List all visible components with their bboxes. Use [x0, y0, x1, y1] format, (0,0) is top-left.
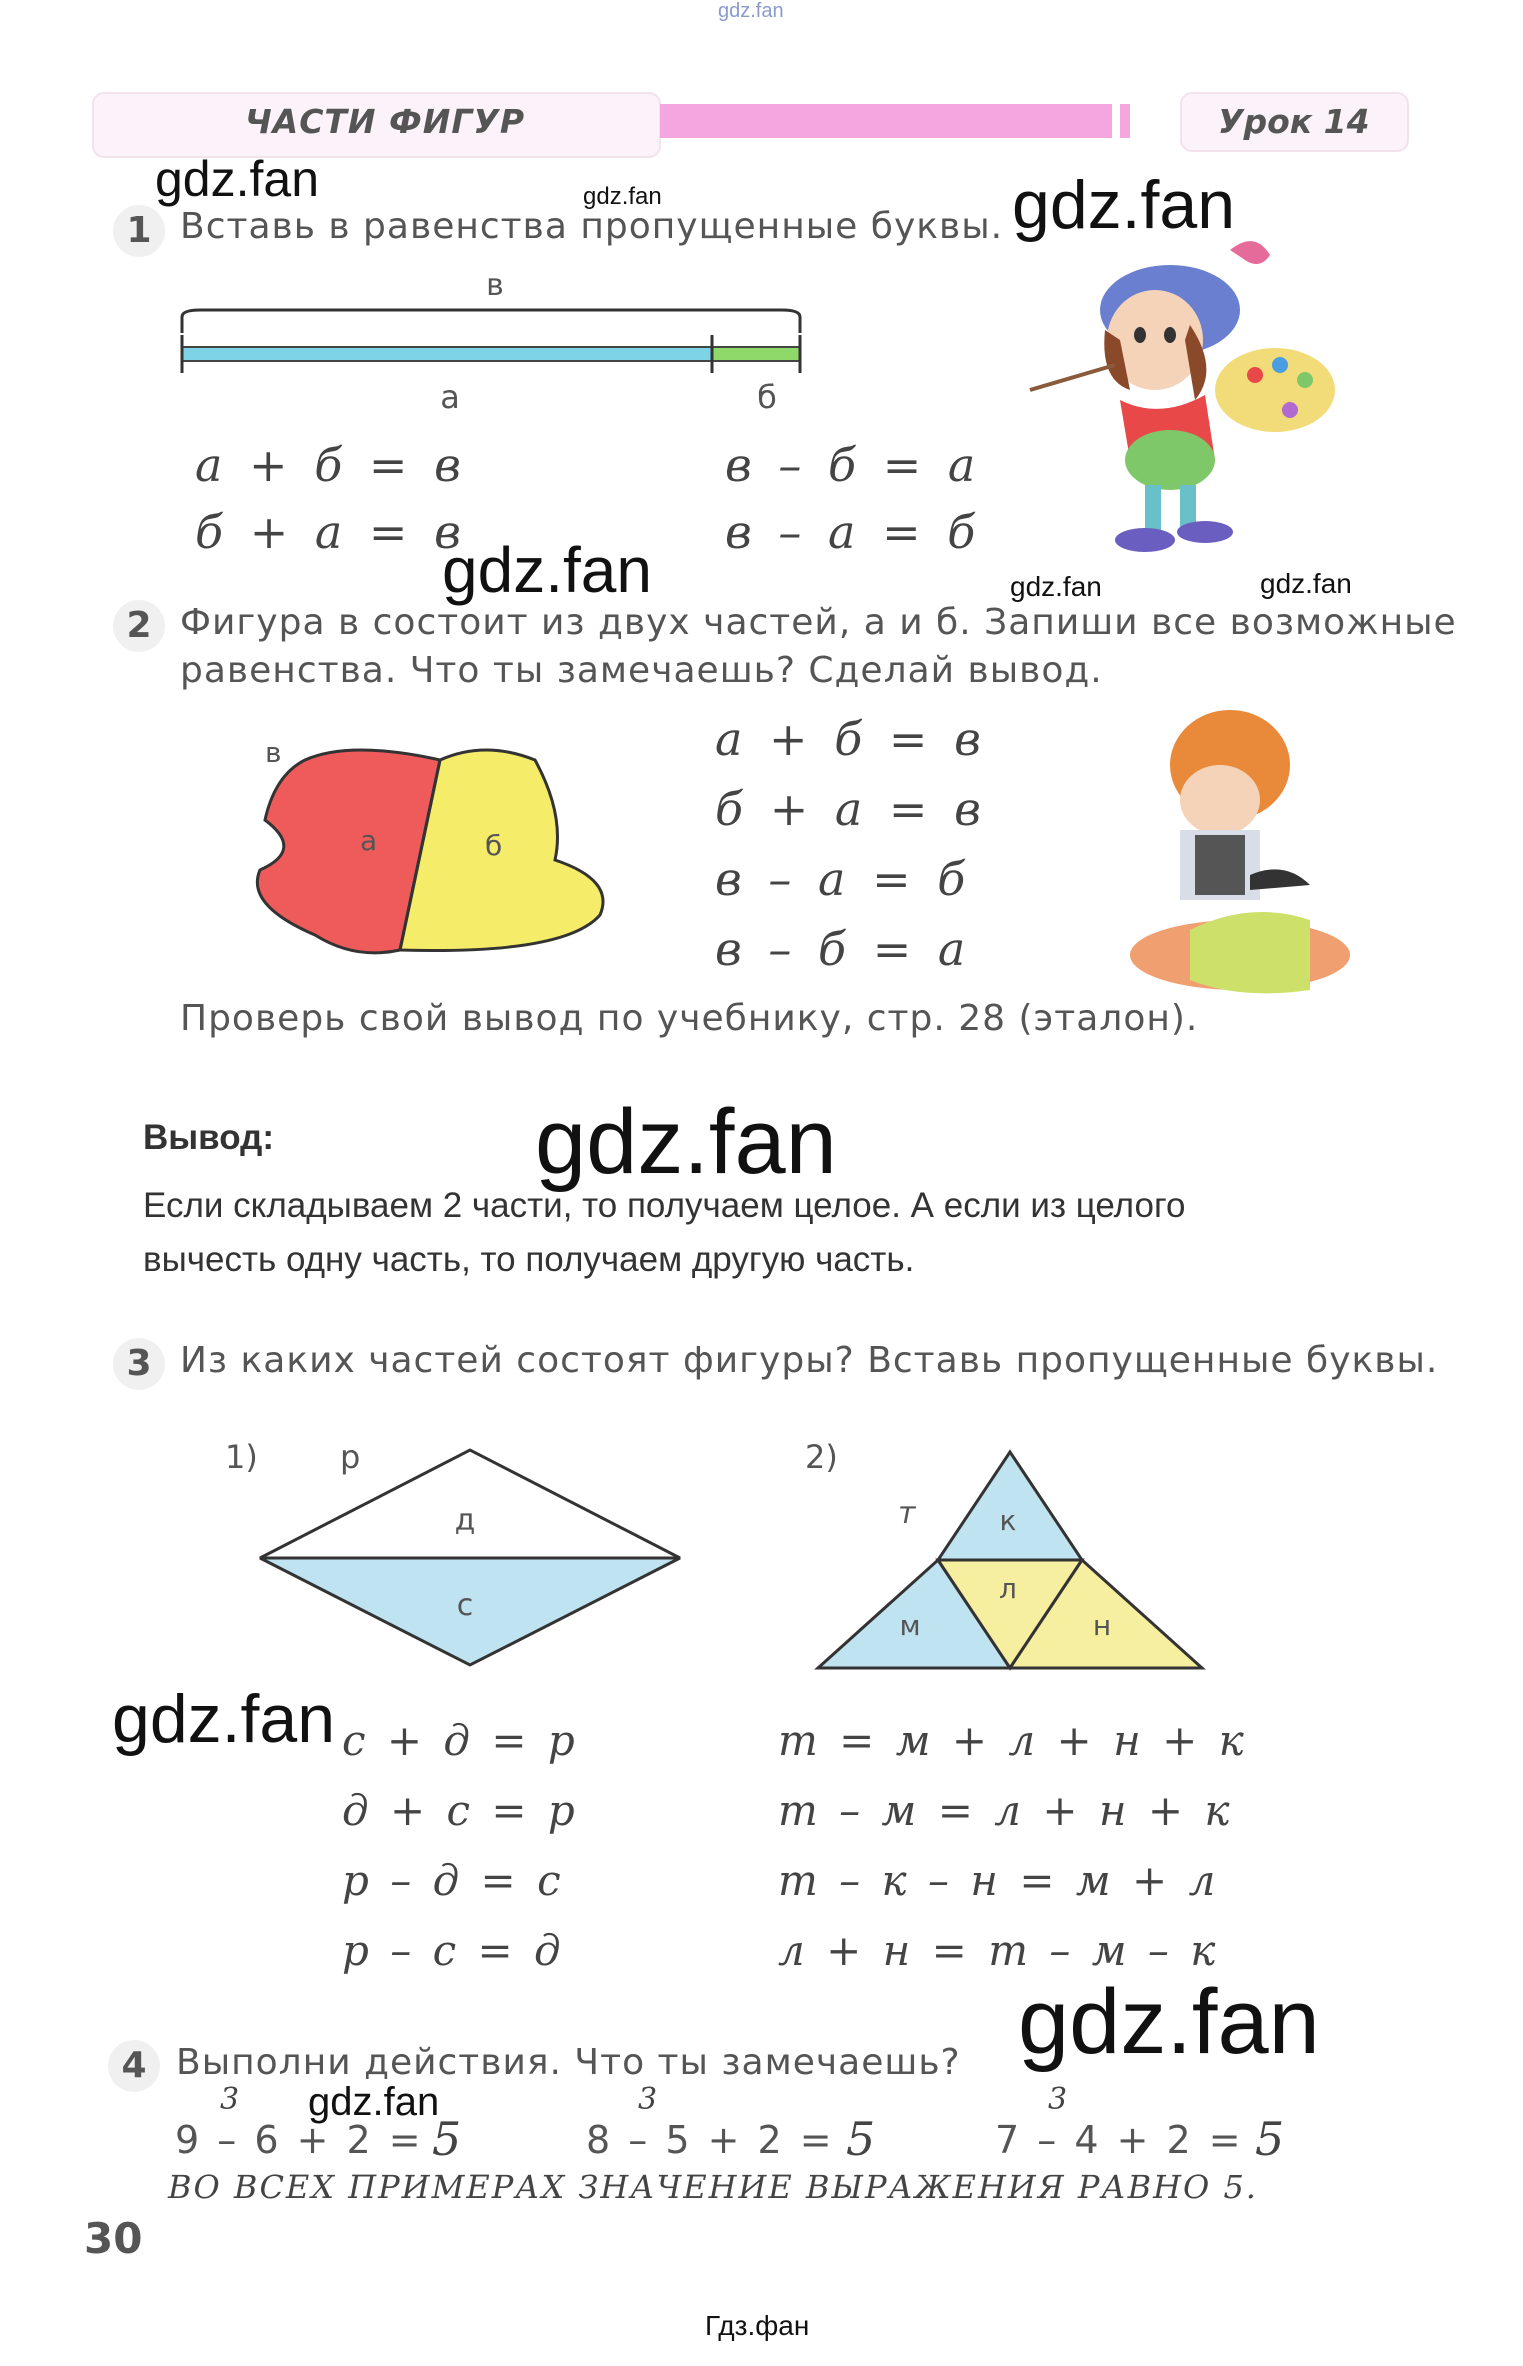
blob-label-whole: в — [265, 736, 282, 769]
task3-right-eq-3: т – к – н = м + л — [778, 1856, 1220, 1905]
task-number-3: 3 — [113, 1338, 165, 1390]
watermark: gdz.fan — [308, 2080, 440, 2124]
watermark-footer: Гдз.фан — [705, 2310, 810, 2341]
blob-label-b: б — [485, 829, 503, 862]
task3-text: Из каких частей состоят фигуры? Вставь пропущенные буквы. — [180, 1340, 1439, 1381]
task-number-1: 1 — [113, 205, 165, 257]
task4-inter-3: 3 — [1048, 2082, 1068, 2117]
watermark: gdz.fan — [155, 151, 320, 207]
task2-eq-4: в – б = а — [715, 922, 972, 976]
task2-check: Проверь свой вывод по учебнику, стр. 28 (эталон). — [180, 998, 1199, 1039]
task4-inter-2: 3 — [638, 2082, 658, 2117]
task2-eq-1: а + б = в — [715, 712, 987, 766]
watermark: gdz.fan — [583, 183, 662, 210]
task4-expr-3: 7 – 4 + 2 = — [995, 2118, 1244, 2162]
fig2-label-middle: л — [999, 1572, 1017, 1605]
task4-expr-2: 8 – 5 + 2 = — [586, 2118, 835, 2162]
task1-eq-3: в – б = а — [725, 438, 982, 492]
fig1-label-bottom: с — [456, 1588, 474, 1623]
fig2-label-right: н — [1092, 1609, 1112, 1642]
task4-inter-1: 3 — [220, 2082, 240, 2117]
task1-eq-4: в – а = б — [725, 505, 982, 559]
conclusion-title: Вывод: — [143, 1118, 275, 1157]
task3-right-eq-2: т – м = л + н + к — [778, 1786, 1234, 1835]
fig1-label: 1) — [225, 1438, 258, 1476]
watermark: gdz.fan — [1012, 167, 1236, 243]
task1-eq-2: б + а = в — [195, 505, 467, 559]
task2-eq-3: в – а = б — [715, 852, 972, 906]
task3-right-eq-4: л + н = т – м – к — [778, 1926, 1220, 1975]
conclusion-line2: вычесть одну часть, то получаем другую часть. — [143, 1240, 915, 1279]
task-number-4: 4 — [108, 2040, 160, 2092]
task4-text: Выполни действия. Что ты замечаешь? — [176, 2042, 961, 2083]
task4-expr-1: 9 – 6 + 2 = — [175, 2118, 424, 2162]
triangle-figure — [790, 1430, 1230, 1680]
fig1-label-whole: р — [340, 1438, 361, 1476]
task3-left-eq-1: с + д = р — [342, 1716, 579, 1765]
boy-illustration — [1110, 700, 1360, 1000]
fig1-label-top: д — [454, 1503, 476, 1538]
watermark-top: gdz.fan — [718, 0, 784, 22]
task3-left-eq-4: р – с = д — [342, 1926, 565, 1975]
bar-label-whole: в — [486, 268, 504, 303]
watermark: gdz.fan — [442, 534, 652, 606]
fig2-label: 2) — [805, 1438, 838, 1476]
task4-answer: ВО ВСЕХ ПРИМЕРАХ ЗНАЧЕНИЕ ВЫРАЖЕНИЯ РАВНО 5. — [168, 2168, 1258, 2206]
rhombus-figure — [210, 1430, 710, 1680]
bar-label-a: а — [440, 378, 460, 416]
segment-diagram — [170, 265, 820, 420]
watermark: gdz.fan — [1018, 1971, 1320, 2073]
bar-label-b: б — [757, 378, 777, 416]
task-number-2: 2 — [113, 600, 165, 652]
fig2-label-left: м — [899, 1609, 921, 1642]
painter-illustration — [1020, 230, 1360, 560]
task4-ans-1: 5 — [432, 2112, 462, 2166]
page-title: ЧАСТИ ФИГУР — [245, 102, 526, 141]
conclusion-line1: Если складываем 2 части, то получаем целое. А если из целого — [143, 1186, 1186, 1225]
lesson-label: Урок 14 — [1218, 102, 1370, 141]
watermark: gdz.fan — [1010, 571, 1102, 602]
fig2-label-top: к — [999, 1504, 1017, 1537]
task4-ans-3: 5 — [1255, 2112, 1285, 2166]
task3-left-eq-2: д + с = р — [342, 1786, 579, 1835]
task2-eq-2: б + а = в — [715, 782, 987, 836]
blob-figure — [235, 720, 625, 970]
task2-text-line1: Фигура в состоит из двух частей, а и б. Запиши все возможные — [180, 602, 1457, 643]
task4-ans-2: 5 — [846, 2112, 876, 2166]
watermark: gdz.fan — [535, 1091, 837, 1193]
watermark: gdz.fan — [1260, 568, 1352, 599]
blob-label-a: а — [360, 824, 378, 857]
task3-right-eq-1: т = м + л + н + к — [778, 1716, 1248, 1765]
watermark: gdz.fan — [112, 1681, 336, 1757]
task2-text-line2: равенства. Что ты замечаешь? Сделай вывод. — [180, 650, 1103, 691]
task1-text: Вставь в равенства пропущенные буквы. — [180, 206, 1004, 247]
task1-eq-1: а + б = в — [195, 438, 467, 492]
task3-left-eq-3: р – д = с — [342, 1856, 565, 1905]
fig2-label-whole: т — [898, 1496, 916, 1531]
page-number: 30 — [84, 2214, 143, 2263]
